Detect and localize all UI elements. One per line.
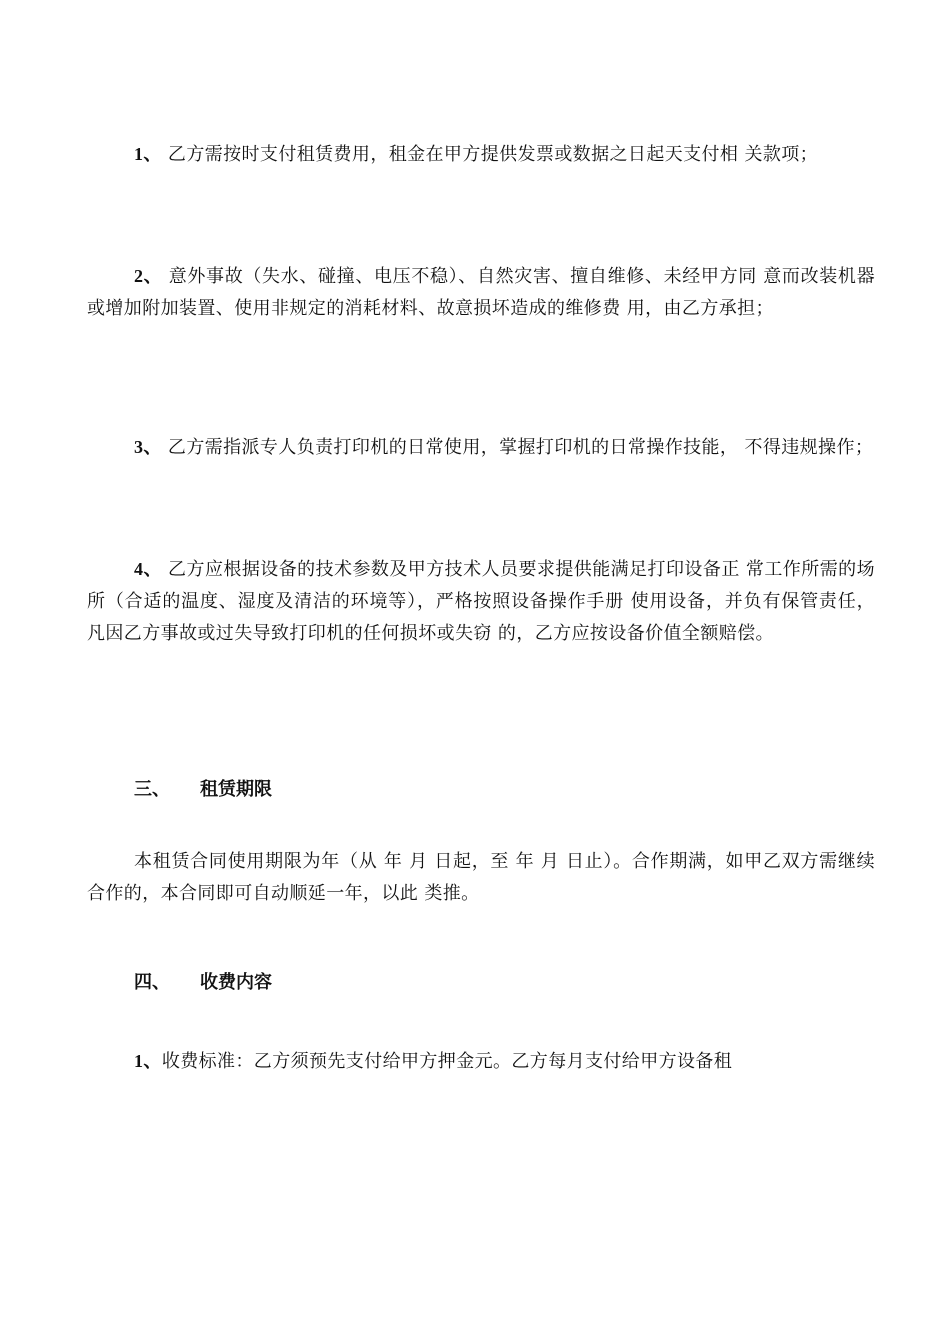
section-4-item-1-number: 1、 [134,1051,162,1071]
clause-4 [87,553,875,650]
section-4-number: 四、 [134,972,170,993]
section-4-title: 收费内容 [200,972,272,993]
clause-3-number: 3、 [134,437,162,457]
section-4-item-1 [87,1045,875,1078]
section-4-heading [134,967,272,999]
section-3-title: 租赁期限 [200,779,272,800]
clause-1-text: 乙方需按时支付租赁费用，租金在甲方提供发票或数据之日起天支付相 关款项； [161,144,819,165]
section-3-body: 本租赁合同使用期限为年（从 年 月 日起，至 年 月 日止）。合作期满，如甲乙双方需继续合作的，本合同即可自动顺延一年，以此 类推。 [87,851,875,904]
clause-1-number: 1、 [134,144,162,164]
section-3-number: 三、 [134,779,170,800]
section-3-heading [134,774,272,806]
section-4-item-1-text: 收费标准：乙方须预先支付给甲方押金元。乙方每月支付给甲方设备租 [161,1051,733,1072]
clause-2-text: 意外事故（失水、碰撞、电压不稳）、自然灾害、擅自维修、未经甲方同 意而改装机器或增加附加装置、使用非规定的消耗材料、故意损坏造成的维修费 用，由乙方承担； [87,266,875,319]
clause-1 [87,138,875,171]
clause-2-number: 2、 [134,266,163,286]
clause-4-text: 乙方应根据设备的技术参数及甲方技术人员要求提供能满足打印设备正 常工作所需的场所（合适的温度、湿度及清洁的环境等），严格按照设备操作手册 使用设备，并负有保管责任，凡因乙方事故或过失导致打印机的任何损坏或失窃 的，乙方应按设备价值全额赔偿。 [87,559,875,644]
clause-3 [87,431,875,464]
clause-3-text: 乙方需指派专人负责打印机的日常使用，掌握打印机的日常操作技能， 不得违规操作； [161,437,874,458]
clause-4-number: 4、 [134,559,162,579]
clause-2 [87,260,875,325]
